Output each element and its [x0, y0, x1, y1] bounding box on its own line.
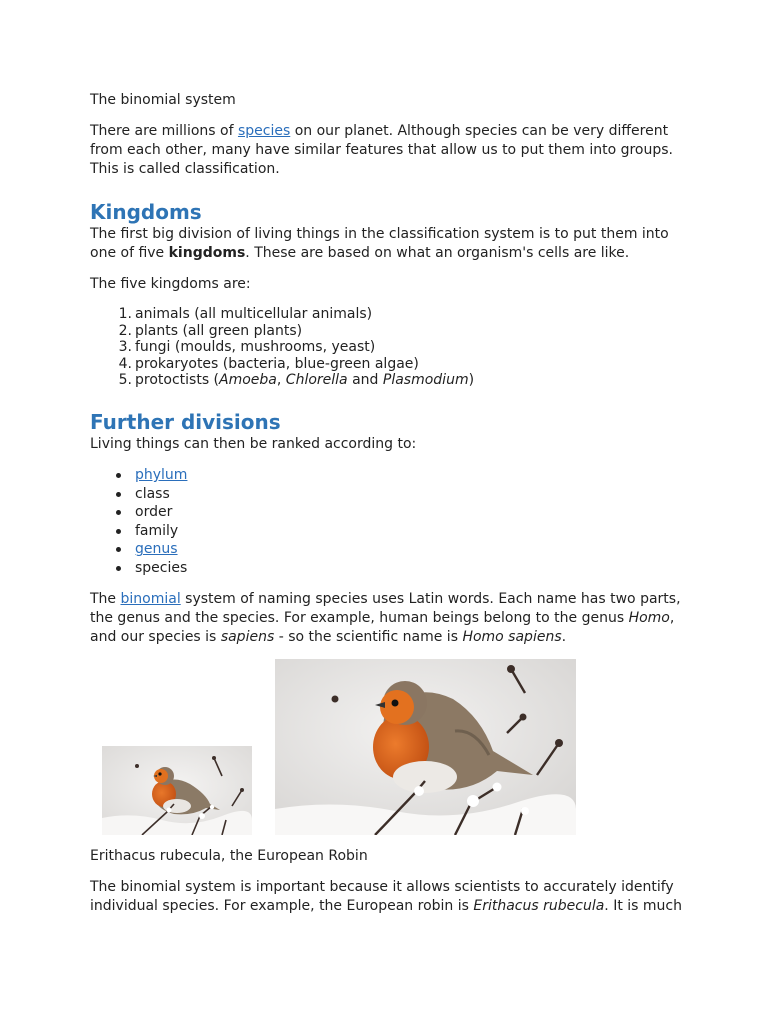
closing-paragraph [90, 878, 690, 916]
naming-paragraph [90, 590, 690, 647]
erithacus-rubecula-italic: Erithacus rubecula [473, 897, 605, 914]
list-item [90, 466, 690, 485]
bullet-icon [116, 492, 121, 497]
list-item-text: class [135, 485, 170, 502]
closing-text-1: The binomial system is important because it allows scientists to accurately identify individual species. For example, the European robin is [90, 878, 674, 914]
list-item [90, 540, 690, 559]
document-page [90, 91, 690, 916]
naming-text-4: - so the scientific name is [274, 628, 463, 645]
intro-paragraph [90, 122, 690, 179]
bullet-icon [116, 547, 121, 552]
bullet-icon [116, 566, 121, 571]
kingdoms-paragraph [90, 225, 690, 263]
list-item-text: species [135, 559, 188, 576]
kingdoms-heading: Kingdoms [90, 200, 202, 224]
and-text: and [347, 372, 383, 389]
chlorella-italic: Chlorella [285, 372, 348, 389]
close-paren-text: ) [468, 372, 475, 389]
robin-photos [90, 659, 690, 837]
list-item [90, 372, 690, 389]
list-item-text: fungi (moulds, mushrooms, yeast) [135, 339, 376, 356]
naming-text-5: . [561, 628, 567, 645]
comma-text: , [276, 372, 286, 389]
naming-text-3: , and our species is [90, 609, 675, 645]
robin-thumbnail-image [102, 746, 252, 835]
sapiens-italic: sapiens [220, 628, 275, 645]
list-item [90, 522, 690, 541]
species-link[interactable]: species [237, 123, 291, 139]
protoctists-text: protoctists ( [135, 372, 220, 389]
homo-italic: Homo [628, 609, 670, 626]
list-item [90, 485, 690, 504]
homo-sapiens-italic: Homo sapiens [462, 628, 562, 645]
closing-text-2: . It is much [604, 897, 682, 914]
intro-text-1: There are millions of [90, 123, 238, 139]
genus-link[interactable]: genus [135, 541, 178, 558]
image-caption: Erithacus rubecula, the European Robin [90, 847, 368, 864]
kingdoms-bold: kingdoms [168, 245, 246, 261]
naming-text-2: system of naming species uses Latin words. Each name has two parts, the genus and the species. For example, human beings belong to the genus [90, 590, 681, 626]
phylum-link[interactable]: phylum [135, 466, 188, 483]
list-item [90, 356, 690, 373]
kingdoms-list-intro: The five kingdoms are: [90, 276, 251, 292]
amoeba-italic: Amoeba [219, 372, 277, 389]
list-item-text: prokaryotes (bacteria, blue-green algae) [135, 355, 419, 372]
list-number: 5. [118, 372, 132, 389]
list-number: 4. [118, 355, 132, 372]
list-number: 1. [118, 306, 132, 322]
bullet-icon [116, 473, 121, 478]
document-title: The binomial system [90, 92, 236, 108]
list-item-text: animals (all multicellular animals) [135, 306, 373, 322]
kingdoms-text-1: The first big division of living things in the classification system is to put them into one of five [90, 226, 669, 261]
intro-text-2: on our planet. Although species can be very different from each other, many have similar features that allow us to put them into groups. This is called classification. [90, 123, 674, 177]
kingdoms-text-2: . These are based on what an organism's cells are like. [245, 245, 630, 261]
list-item-text: order [135, 504, 173, 521]
naming-text-1: The [90, 590, 121, 607]
list-item-text: family [135, 522, 179, 539]
further-divisions-heading: Further divisions [90, 409, 281, 434]
list-item-text [135, 372, 474, 388]
list-item [90, 306, 690, 323]
ranks-list [90, 466, 690, 578]
divisions-intro: Living things can then be ranked according to: [90, 435, 417, 452]
list-item-text: plants (all green plants) [135, 322, 303, 339]
list-item [90, 503, 690, 522]
plasmodium-italic: Plasmodium [382, 372, 469, 389]
list-item [90, 559, 690, 578]
bullet-icon [116, 510, 121, 515]
bullet-icon [116, 529, 121, 534]
list-item [90, 323, 690, 340]
kingdoms-list [90, 306, 690, 389]
list-number: 3. [118, 339, 132, 356]
list-item [90, 339, 690, 356]
robin-large-image [275, 659, 576, 835]
binomial-link[interactable]: binomial [120, 590, 181, 607]
list-number: 2. [118, 322, 132, 339]
